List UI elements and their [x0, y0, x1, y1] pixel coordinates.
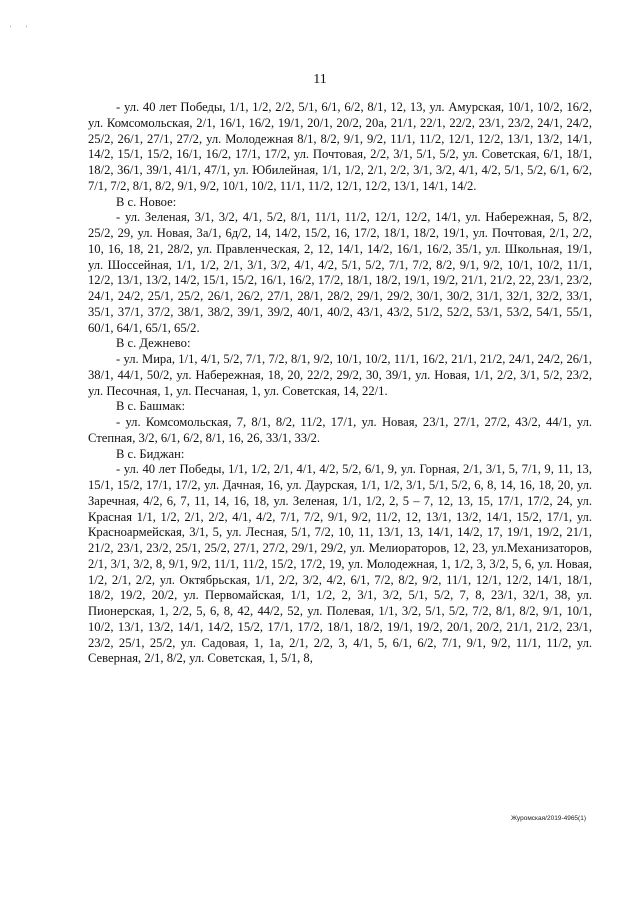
address-list-paragraph: - ул. Комсомольская, 7, 8/1, 8/2, 11/2, 17/1, ул. Новая, 23/1, 27/1, 27/2, 43/2, 44/1, ул. Степная, 3/2, 6/1, 6/2, 8/1, 16, 26, 33/1, 33/2.: [88, 415, 592, 445]
village-heading: В с. Башмак:: [116, 399, 186, 414]
address-list-paragraph: - ул. 40 лет Победы, 1/1, 1/2, 2/2, 5/1, 6/1, 6/2, 8/1, 12, 13, ул. Амурская, 10/1, 10/2, 16/2, ул. Комсомольская, 2/1, 16/1, 16/2, 19/1, 20/1, 20/2, 20а, 21/1, 22/1, 22/2, 23/1, 23/2, 24/1, 24/2, 25/2, 26/1, 27/1, 27/2, ул. Молодежная 8/1, 8/2, 9/1, 9/2, 11/1, 11/2, 12/1, 12/2, 13/1, 13/2, 14/1, 14/2, 15/1, 15/2, 16/1, 16/2, 17/1, 17/2, ул. Почтовая, 2/2, 3/1, 5/1, 5/2, ул. Советская, 6/1, 18/1, 18/2, 36/1, 39/1, 41/1, 47/1, ул. Юбилейная, 1/1, 1/2, 2/1, 2/2, 3/1, 3/2, 4/1, 4/2, 5/1, 5/2, 6/1, 6/2, 7/1, 7/2, 8/1, 8/2, 9/1, 9/2, 10/1, 10/2, 11/1, 11/2, 12/1, 12/2, 13/1, 14/1, 14/2.: [88, 100, 592, 193]
scan-artifact: ' ': [10, 24, 33, 33]
page-number: 11: [313, 72, 327, 87]
document-footer-reference: Журомская/2019-4965(1): [510, 815, 586, 822]
document-body: [88, 100, 592, 667]
address-list-paragraph: - ул. Мира, 1/1, 4/1, 5/2, 7/1, 7/2, 8/1, 9/2, 10/1, 10/2, 11/1, 16/2, 21/1, 21/2, 24/1, 24/2, 26/1, 38/1, 44/1, 50/2, ул. Набережная, 18, 20, 22/2, 29/2, 30, 39/1, ул. Новая, 1/1, 2/2, 3/1, 5/2, 23/2, ул. Песочная, 1, ул. Песчаная, 1, ул. Советская, 14, 22/1.: [88, 352, 592, 398]
address-list-paragraph: - ул. 40 лет Победы, 1/1, 1/2, 2/1, 4/1, 4/2, 5/2, 6/1, 9, ул. Горная, 2/1, 3/1, 5, 7/1, 9, 11, 13, 15/1, 15/2, 17/1, 17/2, ул. Дачная, 16, ул. Даурская, 1/1, 1/2, 3/1, 5/1, 5/2, 6, 8, 14, 16, 18, 20, ул. Заречная, 4/2, 6, 7, 11, 14, 16, 18, ул. Зеленая, 1/1, 1/2, 2, 5 – 7, 12, 13, 15, 17/1, 17/2, 24, ул. Красная 1/1, 1/2, 2/1, 2/2, 4/1, 4/2, 7/1, 7/2, 9/1, 9/2, 11/2, 12, 13/1, 13/2, 14/1, 15/2, 17/1, ул. Красноармейская, 3/1, 5, ул. Лесная, 5/1, 7/2, 10, 11, 13/1, 13, 14/1, 14/2, 17, 19/1, 19/2, 21/1, 21/2, 23/1, 23/2, 25/1, 25/2, 27/1, 27/2, 29/1, 29/2, ул. Мелиораторов, 12, 23, ул.Механизаторов, 2/1, 3/1, 3/2, 8, 9/1, 9/2, 11/1, 11/2, 15/2, 17/2, 19, ул. Молодежная, 1, 1/2, 3, 3/2, 5, 6, ул. Новая, 1/2, 2/1, 2/2, ул. Октябрьская, 1/1, 2/2, 3/2, 4/2, 6/1, 7/2, 8/2, 9/2, 11/1, 12/1, 12/2, 14/1, 18/1, 18/2, 19/2, 20/2, ул. Первомайская, 1/1, 1/2, 2, 3/1, 3/2, 5/1, 5/2, 7, 8, 23/1, 32/1, 38, ул. Пионерская, 1, 2/2, 5, 6, 8, 42, 44/2, 52, ул. Полевая, 1/1, 3/2, 5/1, 5/2, 7/2, 8/1, 8/2, 9/1, 10/1, 10/2, 13/1, 13/2, 14/1, 14/2, 15/2, 17/1, 17/2, 18/1, 18/2, 19/1, 19/2, 20/1, 20/2, 21/1, 21/2, 23/1, 23/2, 25/1, 25/2, ул. Садовая, 1, 1а, 2/1, 2/2, 3, 4/1, 5, 6/1, 6/2, 7/1, 9/1, 9/2, 11/1, 11/2, ул. Северная, 2/1, 8/2, ул. Советская, 1, 5/1, 8,: [88, 462, 592, 666]
village-heading: В с. Биджан:: [116, 446, 185, 461]
village-heading: В с. Новое:: [116, 194, 177, 209]
address-list-paragraph: - ул. Зеленая, 3/1, 3/2, 4/1, 5/2, 8/1, 11/1, 11/2, 12/1, 12/2, 14/1, ул. Набережная, 5, 8/2, 25/2, 29, ул. Новая, 3а/1, 6д/2, 14, 14/2, 15/2, 16, 17/2, 18/1, 18/2, 19/1, ул. Почтовая, 2/1, 2/2, 10, 16, 18, 21, 28/2, ул. Правленческая, 2, 12, 14/1, 14/2, 16/1, 16/2, 35/1, ул. Школьная, 19/1, ул. Шоссейная, 1/1, 1/2, 2/1, 3/1, 3/2, 4/1, 4/2, 5/1, 5/2, 7/1, 7/2, 8/2, 9/1, 9/2, 10/1, 10/2, 11/1, 12/2, 13/1, 13/2, 14/2, 15/1, 15/2, 16/1, 16/2, 17/2, 18/1, 18/2, 19/1, 19/2, 21/1, 21/2, 22, 23/1, 23/2, 24/1, 24/2, 25/1, 25/2, 26/1, 26/2, 27/1, 28/1, 28/2, 29/1, 29/2, 30/1, 30/2, 31/1, 32/1, 32/2, 33/1, 35/1, 37/1, 37/2, 38/1, 38/2, 39/1, 39/2, 40/1, 40/2, 43/1, 43/2, 51/2, 52/2, 53/1, 53/2, 54/1, 55/1, 60/1, 64/1, 65/1, 65/2.: [88, 210, 592, 335]
village-heading: В с. Дежнево:: [116, 336, 191, 351]
